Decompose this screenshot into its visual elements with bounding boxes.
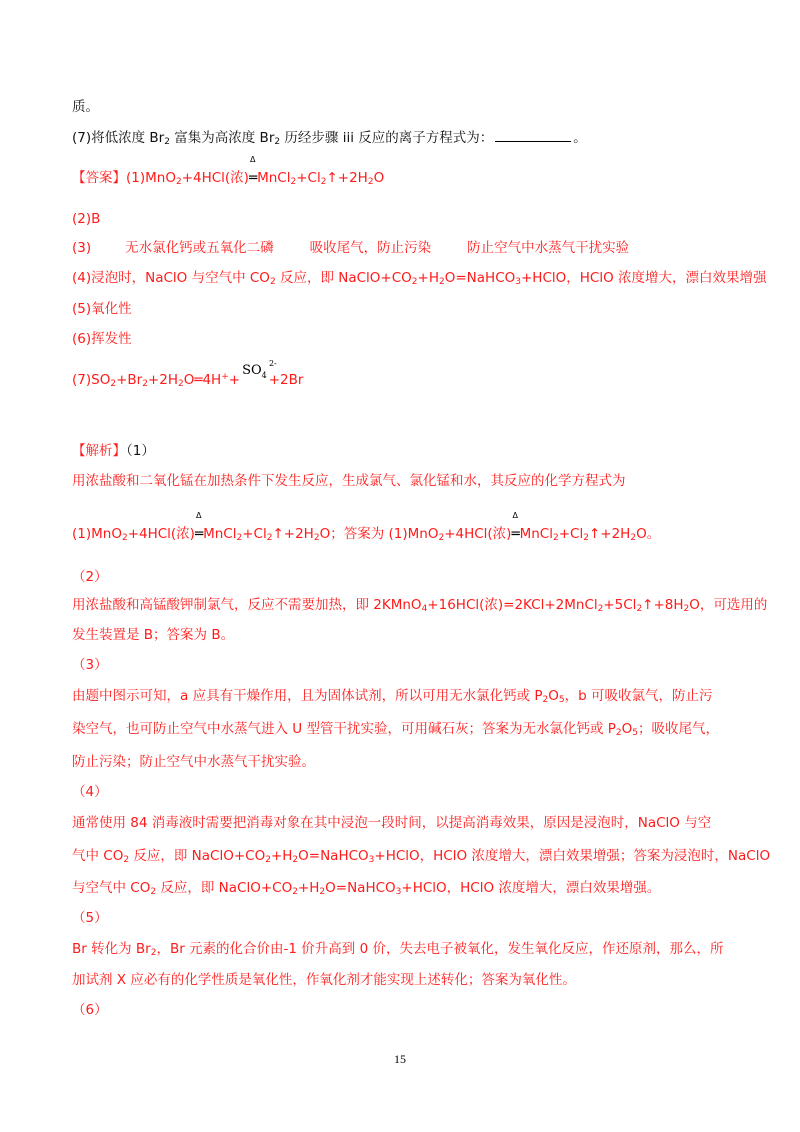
analysis-5-number: （5） (72, 910, 108, 926)
question-7: (7)将低浓度 $Br_2$ 富集为高浓度 $Br_2$ 历经步骤 iii 反应的离子方程式为： 。 (72, 130, 587, 147)
answer-4: (4)浸泡时，NaClO 与空气中 $CO_2$ 反应，即 $NaClO+CO_2+H_2O=NaHCO_3+HClO$，HClO 浓度增大，漂白效果增强 (72, 270, 767, 287)
answer-blank (495, 128, 571, 142)
answer-7: $(7)SO_2+Br_2+2H_2O═4H^++SO_4$ 2- +2Br (72, 359, 304, 389)
answer-5: (5)氧化性 (72, 301, 132, 317)
analysis-4-line-3: 与空气中 $CO_2$ 反应，即 $NaClO+CO_2+H_2O=NaHCO_3+HClO$，HClO 浓度增大，漂白效果增强。 (72, 880, 661, 897)
analysis-6-number: （6） (72, 1002, 108, 1018)
answer-3: (3) 无水氯化钙或五氧化二磷 吸收尾气，防止污染 防止空气中水蒸气干扰实验 (72, 240, 630, 256)
analysis-1-line-1: 用浓盐酸和二氧化锰在加热条件下发生反应，生成氯气、氯化锰和水，其反应的化学方程式为 (72, 473, 626, 489)
analysis-4-number: （4） (72, 784, 108, 800)
answer-1: 【答案】(1)MnO$_2$+4HCl(浓) Δ $═MnCl_2+Cl_2↑+2H_2O$ (72, 155, 385, 187)
analysis-4-line-2: 气中 $CO_2$ 反应，即 $NaClO+CO_2+H_2O=NaHCO_3+HClO$，HClO 浓度增大，漂白效果增强；答案为浸泡时，NaClO (72, 848, 771, 865)
analysis-5-line-1: Br 转化为 $Br_2$，Br 元素的化合价由-1 价升高到 0 价，失去电子被氧化，发生氧化反应，作还原剂，那么，所 (72, 941, 724, 958)
analysis-heading: 【解析】（1） (72, 443, 155, 459)
analysis-1-line-2: (1)MnO$_2$+4HCl(浓) Δ $═MnCl_2+Cl_2↑+2H_2O$；答案为 (1)MnO$_2$+4HCl(浓) Δ $═MnCl_2+Cl_2↑+2H_2O$。 (72, 511, 661, 543)
sulfate-ion: $SO_4$ 2- (242, 359, 277, 380)
analysis-3-line-3: 防止污染；防止空气中水蒸气干扰实验。 (72, 754, 315, 770)
analysis-2-line-2: 发生装置是 B；答案为 B。 (72, 627, 235, 643)
answer-2: (2)B (72, 211, 101, 227)
intro-line-0: 质。 (72, 99, 99, 115)
analysis-5-line-2: 加试剂 X 应必有的化学性质是氧化性，作氧化剂才能实现上述转化；答案为氧化性。 (72, 972, 576, 988)
analysis-4-line-1: 通常使用 84 消毒液时需要把消毒对象在其中浸泡一段时间，以提高消毒效果，原因是浸泡时，NaClO 与空 (72, 815, 712, 831)
analysis-3-number: （3） (72, 657, 108, 673)
analysis-3-line-1: 由题中图示可知，a 应具有干燥作用，且为固体试剂，所以可用无水氯化钙或 $P_2O_5$，b 可吸收氯气，防止污 (72, 688, 713, 705)
analysis-2-line-1: 用浓盐酸和高锰酸钾制氯气，反应不需要加热，即 2KMnO$_4$+16HCl(浓)$=2KCl+2MnCl_2+5Cl_2↑+8H_2O$，可选用的 (72, 597, 768, 614)
answer-6: (6)挥发性 (72, 331, 132, 347)
analysis-2-number: （2） (72, 569, 108, 585)
analysis-3-line-2: 染空气，也可防止空气中水蒸气进入 U 型管干扰实验，可用碱石灰；答案为无水氯化钙或 $P_2O_5$；吸收尾气， (72, 721, 720, 738)
page-number: 15 (394, 1052, 406, 1066)
